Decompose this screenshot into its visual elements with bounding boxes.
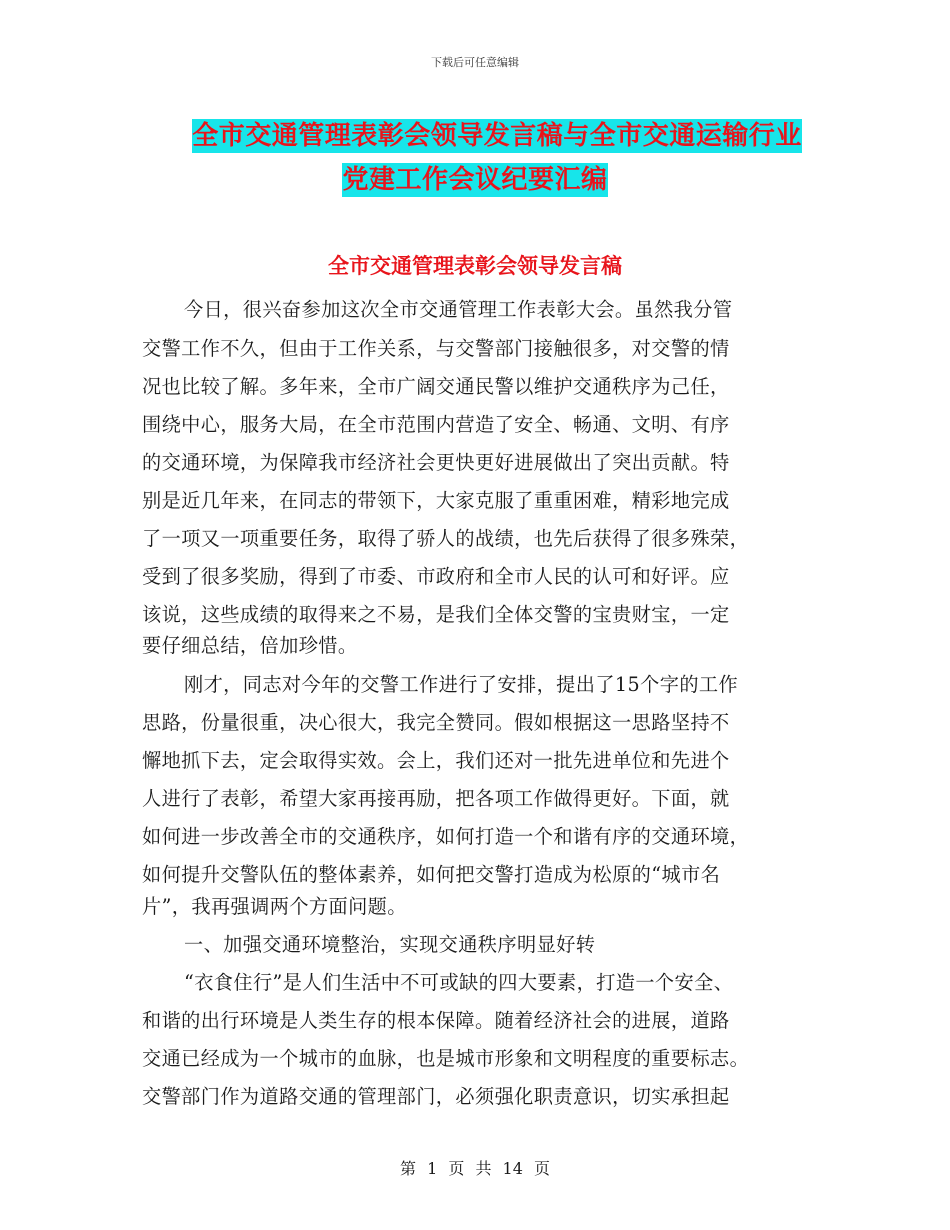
body-line: 一、加强交通环境整治，实现交通秩序明显好转 bbox=[184, 933, 596, 956]
body-line: 如何进一步改善全市的交通秩序，如何打造一个和谐有序的交通环境， bbox=[142, 825, 750, 848]
header-note: 下载后可任意编辑 bbox=[431, 56, 519, 69]
body-line: 懈地抓下去，定会取得实效。会上，我们还对一批先进单位和先进个 bbox=[142, 749, 730, 772]
document-title-line-1 bbox=[0, 115, 950, 152]
page-number-footer: 第 1 页 共 14 页 bbox=[400, 1159, 550, 1178]
body-line: 了一项又一项重要任务，取得了骄人的战绩，也先后获得了很多殊荣， bbox=[142, 527, 750, 550]
body-line: 围绕中心，服务大局，在全市范围内营造了安全、畅通、文明、有序 bbox=[142, 413, 730, 436]
document-title-line-2 bbox=[0, 159, 950, 196]
body-line: “衣食住行”是人们生活中不可或缺的四大要素，打造一个安全、 bbox=[184, 971, 734, 994]
body-line: 刚才，同志对今年的交警工作进行了安排，提出了15个字的工作 bbox=[184, 673, 739, 696]
body-line: 如何提升交警队伍的整体素养，如何把交警打造成为松原的“城市名 bbox=[142, 863, 721, 886]
body-line: 要仔细总结，倍加珍惜。 bbox=[142, 634, 358, 657]
body-line: 交通已经成为一个城市的血脉，也是城市形象和文明程度的重要标志。 bbox=[142, 1047, 750, 1070]
body-line: 人进行了表彰，希望大家再接再励，把各项工作做得更好。下面，就 bbox=[142, 787, 730, 810]
body-line: 思路，份量很重，决心很大，我完全赞同。假如根据这一思路坚持不 bbox=[142, 711, 730, 734]
body-line: 别是近几年来，在同志的带领下，大家克服了重重困难，精彩地完成 bbox=[142, 489, 730, 512]
body-line: 和谐的出行环境是人类生存的根本保障。随着经济社会的进展，道路 bbox=[142, 1009, 730, 1032]
title-highlight-1: 全市交通管理表彰会领导发言稿与全市交通运输行业 bbox=[192, 121, 802, 151]
body-line: 受到了很多奖励，得到了市委、市政府和全市人民的认可和好评。应 bbox=[142, 565, 730, 588]
body-line: 片”，我再强调两个方面问题。 bbox=[142, 895, 407, 918]
section-title: 全市交通管理表彰会领导发言稿 bbox=[328, 254, 622, 278]
title-highlight-2: 党建工作会议纪要汇编 bbox=[342, 165, 608, 195]
body-line: 的交通环境，为保障我市经济社会更快更好进展做出了突出贡献。特 bbox=[142, 451, 730, 474]
body-line: 交警工作不久，但由于工作关系，与交警部门接触很多，对交警的情 bbox=[142, 337, 730, 360]
body-line: 况也比较了解。多年来，全市广阔交通民警以维护交通秩序为己任， bbox=[142, 375, 730, 398]
body-line: 交警部门作为道路交通的管理部门，必须强化职责意识，切实承担起 bbox=[142, 1085, 730, 1108]
body-line: 该说，这些成绩的取得来之不易，是我们全体交警的宝贵财宝，一定 bbox=[142, 603, 730, 626]
body-line: 今日，很兴奋参加这次全市交通管理工作表彰大会。虽然我分管 bbox=[184, 298, 733, 321]
